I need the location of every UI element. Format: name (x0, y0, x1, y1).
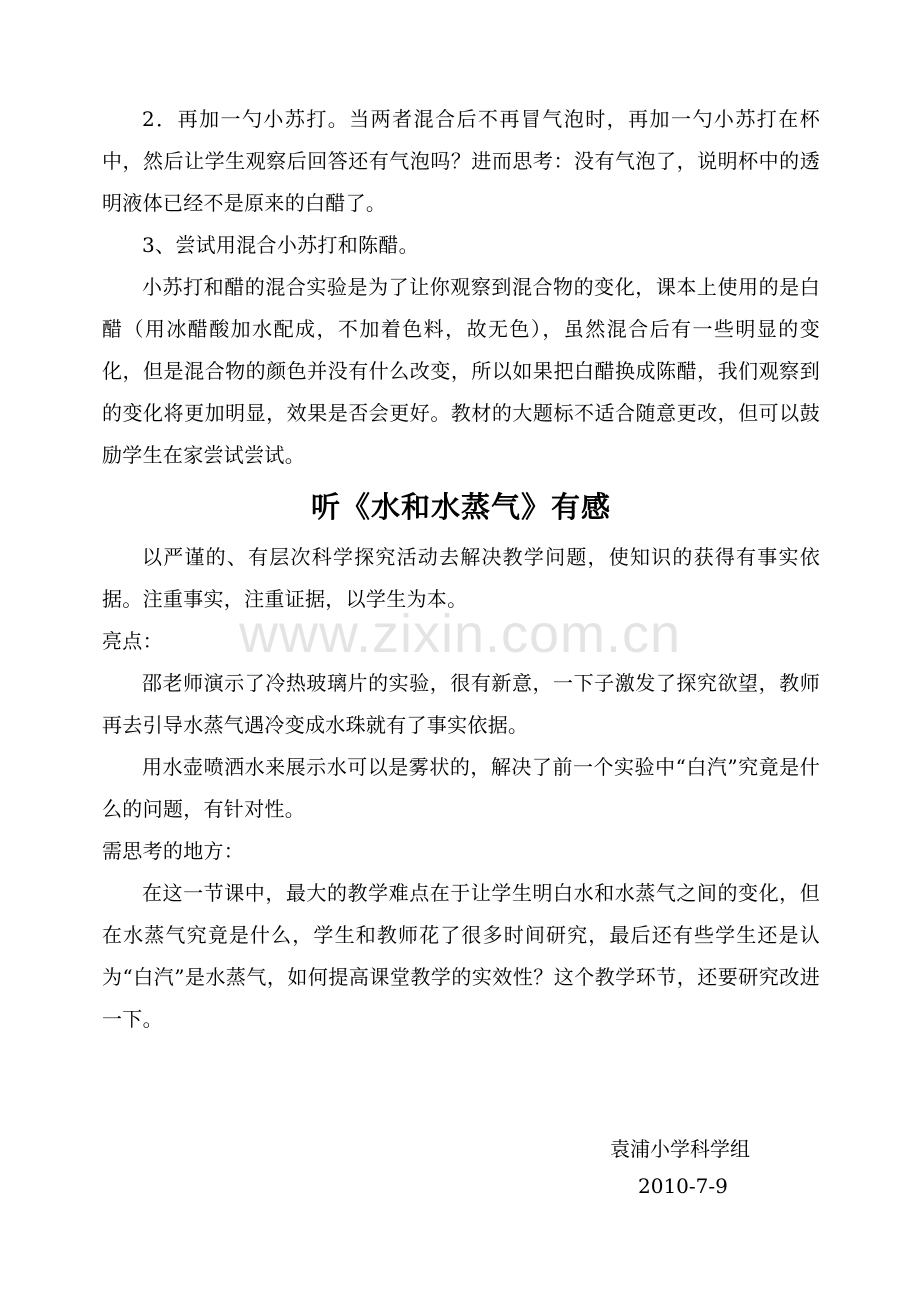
watermark: www.zixin.com.cn (238, 604, 682, 664)
reflection-paragraph: 在这一节课中，最大的教学难点在于让学生明白水和水蒸气之间的变化，但在水蒸气究竟是什么，学生和教师花了很多时间研究，最后还有些学生还是认为“白汽”是水蒸气，如何提高课堂教学的实效性？这个教学环节，还要研究改进一下。 (102, 881, 820, 1031)
reflection-heading: 需思考的地方： (102, 839, 245, 863)
intro-paragraph: 以严谨的、有层次科学探究活动去解决教学问题，使知识的获得有事实依据。注重事实，注重证据，以学生为本。 (102, 545, 820, 611)
highlight-item: 邵老师演示了冷热玻璃片的实验，很有新意，一下子激发了探究欲望，教师再去引导水蒸气遇冷变成水珠就有了事实依据。 (102, 671, 820, 737)
paragraph-step-2: 2．再加一勺小苏打。当两者混合后不再冒气泡时，再加一勺小苏打在杯中，然后让学生观察后回答还有气泡吗？进而思考：没有气泡了，说明杯中的透明液体已经不是原来的白醋了。 (102, 107, 820, 215)
essay-title: 听《水和水蒸气》有感 (310, 490, 611, 524)
highlights-heading: 亮点： (102, 629, 163, 653)
signature-group: 袁浦小学科学组 (610, 1137, 750, 1161)
signature-date: 2010-7-9 (638, 1174, 728, 1198)
paragraph-step-3: 3、尝试用混合小苏打和陈醋。 (142, 233, 419, 257)
paragraph-experiment-note: 小苏打和醋的混合实验是为了让你观察到混合物的变化，课本上使用的是白醋（用冰醋酸加水配成，不加着色料，故无色），虽然混合后有一些明显的变化，但是混合物的颜色并没有什么改变，所以如果把白醋换成陈醋，我们观察到的变化将更加明显，效果是否会更好。教材的大题标不适合随意更改，但可以鼓励学生在家尝试尝试。 (102, 275, 820, 467)
highlight-item: 用水壶喷洒水来展示水可以是雾状的，解决了前一个实验中“白汽”究竟是什么的问题，有针对性。 (102, 755, 820, 821)
